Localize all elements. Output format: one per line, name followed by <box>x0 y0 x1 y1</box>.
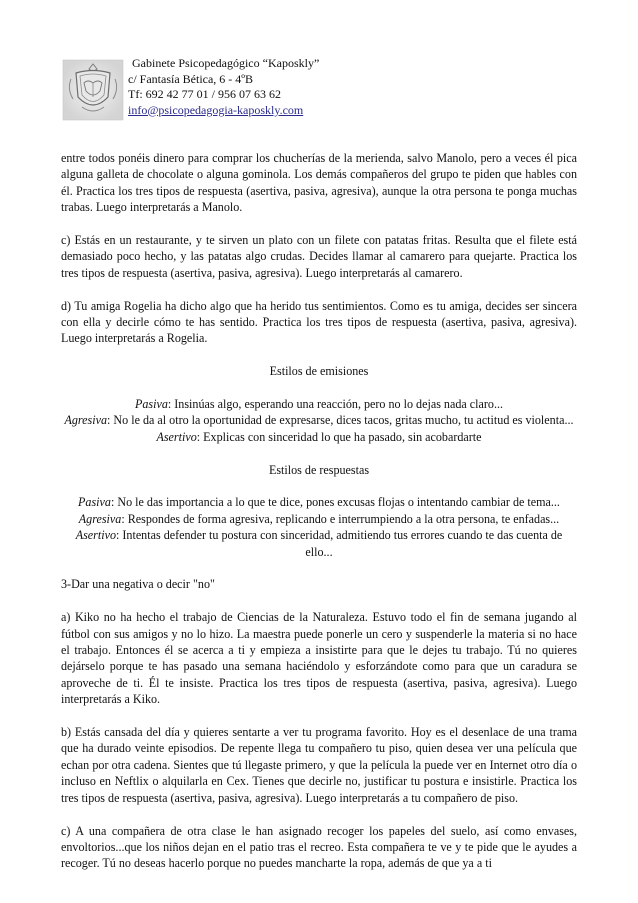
org-name: Gabinete Psicopedagógico “Kaposkly” <box>132 56 320 70</box>
emisiones-pasiva-term: Pasiva <box>134 397 168 412</box>
letterhead <box>62 56 522 126</box>
respuestas-agresiva-term: Agresiva <box>78 511 122 526</box>
letterhead-text <box>128 56 319 118</box>
paragraph-c: c) Estás en un restaurante, y te sirven un plato con un filete con patatas fritas. Resulta que el filete está demasiado poco hecho, y las patatas algo crudas. Decides llamar al camarero para quejarte. Practica los tres tipos de respuesta (asertiva, pasiva, agresiva). Luego interpretarás al camarero. <box>61 233 577 280</box>
respuestas-pasiva <box>61 494 577 510</box>
section-3-paragraph-c: c) A una compañera de otra clase le han asignado recoger los papeles del suelo, así como envases, envoltorios...que los niños dejan en el patio tras el recreo. Esta compañera te ve y te pide que le ayudes a recoger. Tú no deseas hacerlo porque no puedes mancharte la ropa, además de que ya a ti <box>61 823 577 871</box>
respuestas-asertivo-text: : Intentas defender tu postura con sinceridad, admitiendo tus errores cuando te das cuenta de ello... <box>116 528 563 559</box>
section-3-paragraph-b: b) Estás cansada del día y quieres sentarte a ver tu programa favorito. Hoy es el desenlace de una trama que ha durado veinte episodios. De repente llega tu compañero tu piso, quien desea ver una película que echan por otra cadena. Sientes que tú llegaste primero, y que la película la puede ver en Internet otro día o incluso en Neftlix o alquilarla en Cex. Tienes que decirle no, justificar tu postura e insistirle. Practica los tres tipos de respuesta (asertiva, pasiva, agresiva). Luego interpretarás a tu compañero de piso. <box>61 725 577 805</box>
document-body <box>61 150 577 872</box>
emisiones-title: Estilos de emisiones <box>269 364 369 379</box>
respuestas-pasiva-term: Pasiva <box>78 495 111 510</box>
paragraph-d: d) Tu amiga Rogelia ha dicho algo que ha herido tus sentimientos. Como es tu amiga, decides ser sincera con ella y decirle cómo te has sentido. Practica los tres tipos de respuesta (asertiva, pasiva, agresiva). Luego interpretarás a Rogelia. <box>61 298 577 346</box>
crest-logo-icon <box>62 59 124 121</box>
emisiones-asertivo-term: Asertivo <box>156 429 197 444</box>
respuestas-pasiva-text: : No le das importancia a lo que te dice, pones excusas flojas o intentando cambiar de tema... <box>110 495 560 510</box>
email-link[interactable]: info@psicopedagogia-kaposkly.com <box>128 102 304 117</box>
emisiones-pasiva <box>61 396 577 412</box>
emisiones-asertivo-text: : Explicas con sinceridad lo que ha pasado, sin acobardarte <box>196 429 482 444</box>
emisiones-agresiva-term: Agresiva <box>64 413 108 428</box>
section-3-paragraph-a: a) Kiko no ha hecho el trabajo de Ciencias de la Naturaleza. Estuvo todo el fin de semana jugando al fútbol con sus amigos y no lo hizo. La maestra puede ponerle un cero y suspenderle la materia si no hace el trabajo. Entonces él se acerca a ti y empieza a insistirte para que le dejes tu trabajo. Tú no quieres dejárselo porque te has pasado una semana haciéndolo y esforzándote como para que un caradura se aproveche de ti. Él te insiste. Practica los tres tipos de respuesta (asertiva, pasiva, agresiva). Luego interpretarás a Kiko. <box>61 610 577 707</box>
emisiones-asertivo <box>61 429 577 445</box>
respuestas-asertivo <box>61 527 577 560</box>
emisiones-pasiva-text: : Insinúas algo, esperando una reacción, pero no lo dejas nada claro... <box>167 397 504 412</box>
emisiones-agresiva <box>61 412 577 428</box>
respuestas-asertivo-term: Asertivo <box>75 528 116 543</box>
address: c/ Fantasía Bética, 6 - 4ºB <box>128 71 254 86</box>
phone-numbers: Tf: 692 42 77 01 / 956 07 63 62 <box>128 87 281 102</box>
emisiones-agresiva-text: : No le da al otro la oportunidad de expresarse, dices tacos, gritas mucho, tu actitud es violenta... <box>107 413 574 428</box>
respuestas-agresiva <box>61 511 577 527</box>
respuestas-title: Estilos de respuestas <box>268 462 370 477</box>
paragraph-b-continuation: entre todos ponéis dinero para comprar los chucherías de la merienda, salvo Manolo, pero a veces él pica alguna galleta de chocolate o alguna gominola. Los demás compañeros del grupo te piden que hables con él. Practica los tres tipos de respuesta (asertiva, pasiva, agresiva), aunque la otra persona te ponga muchas trabas. Luego interpretarás a Manolo. <box>61 151 577 215</box>
section-3-heading: 3-Dar una negativa o decir "no" <box>61 577 215 592</box>
respuestas-agresiva-text: : Respondes de forma agresiva, replicando e interrumpiendo a la otra persona, te enfadas... <box>121 511 560 526</box>
